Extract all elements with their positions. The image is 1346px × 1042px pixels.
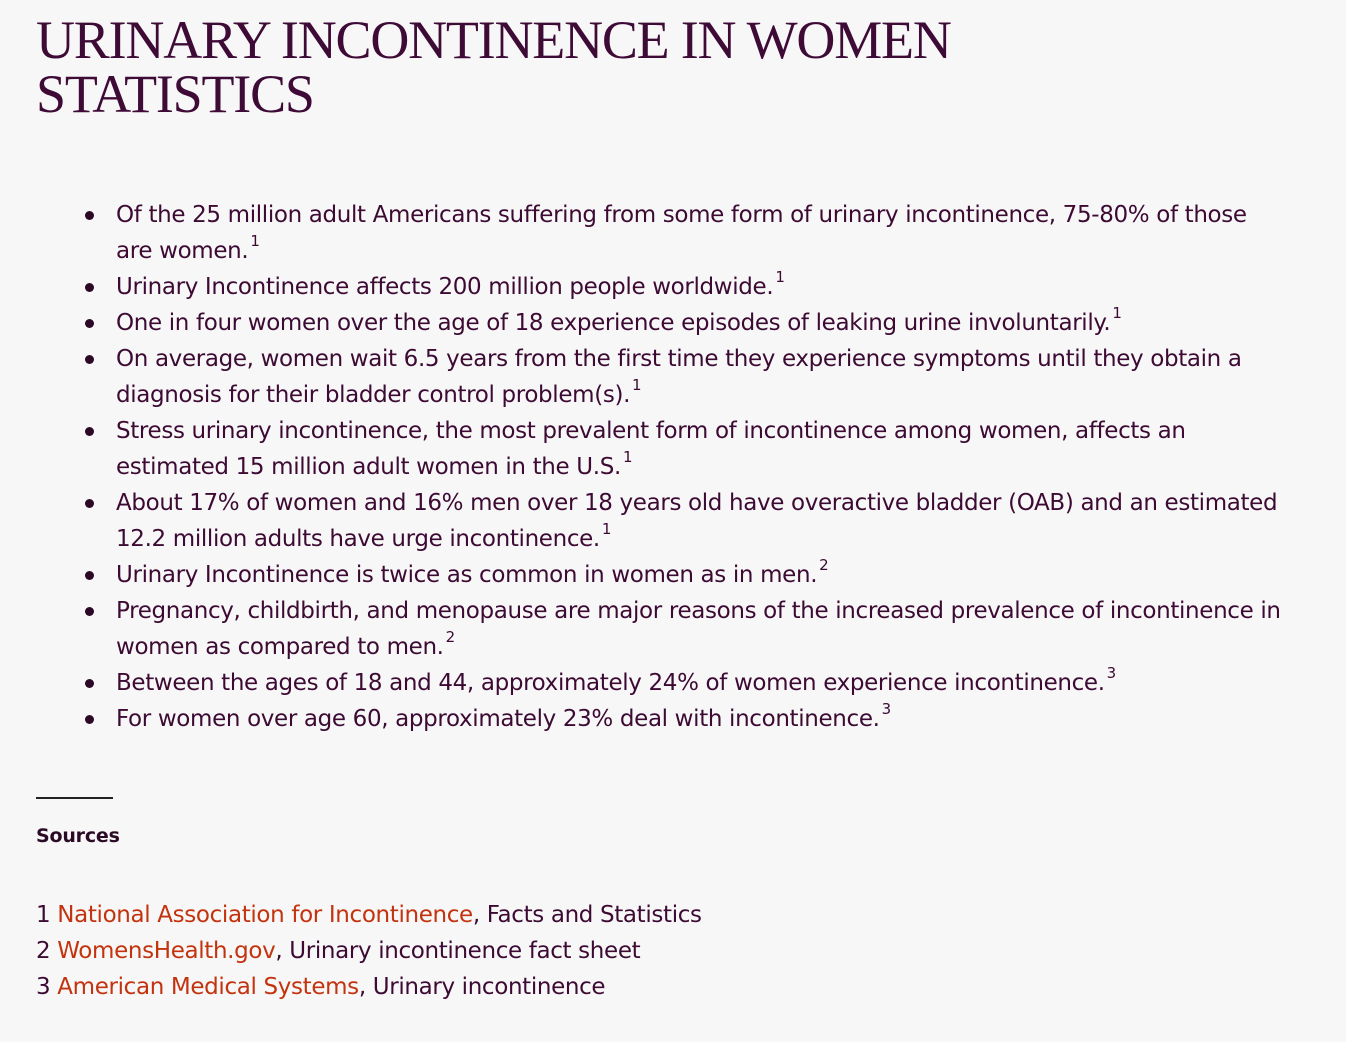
source-number: 3 <box>36 974 51 1000</box>
source-link-ams[interactable]: American Medical Systems <box>57 974 359 1000</box>
source-suffix: , Urinary incontinence fact sheet <box>275 938 641 964</box>
list-item <box>116 701 1286 737</box>
footnote-ref: 2 <box>445 628 455 646</box>
source-number: 1 <box>36 902 51 928</box>
fact-text: Pregnancy, childbirth, and menopause are major reasons of the increased prevalence of incontinence in women as compared to men. <box>116 598 1281 660</box>
bullet-icon <box>85 283 94 292</box>
source-suffix: , Facts and Statistics <box>472 902 702 928</box>
bullet-icon <box>85 211 94 220</box>
fact-text: For women over age 60, approximately 23% deal with incontinence. <box>116 706 880 732</box>
fact-text: Urinary Incontinence affects 200 million people worldwide. <box>116 274 774 300</box>
bullet-icon <box>85 499 94 508</box>
fact-text: On average, women wait 6.5 years from the first time they experience symptoms until they obtain a diagnosis for their bladder control problem(s). <box>116 346 1242 408</box>
source-suffix: , Urinary incontinence <box>358 974 606 1000</box>
source-number: 2 <box>36 938 51 964</box>
bullet-icon <box>85 715 94 724</box>
source-item <box>36 897 702 933</box>
bullet-icon <box>85 571 94 580</box>
footnote-ref: 3 <box>881 700 891 718</box>
facts-list <box>116 197 1286 737</box>
list-item <box>116 305 1286 341</box>
footnote-ref: 1 <box>601 520 612 538</box>
list-item <box>116 341 1286 413</box>
page-title: URINARY INCONTINENCE IN WOMEN STATISTICS <box>36 10 951 124</box>
footnote-ref: 1 <box>250 232 260 250</box>
list-item <box>116 593 1286 665</box>
footnote-ref: 1 <box>622 448 633 466</box>
fact-text: About 17% of women and 16% men over 18 years old have overactive bladder (OAB) and an estimated 12.2 million adults have urge incontinence. <box>116 490 1278 552</box>
list-item <box>116 485 1286 557</box>
list-item <box>116 269 1286 305</box>
divider <box>36 797 113 799</box>
fact-text: One in four women over the age of 18 experience episodes of leaking urine involuntarily. <box>116 310 1111 336</box>
bullet-icon <box>85 679 94 688</box>
list-item <box>116 557 1286 593</box>
list-item <box>116 665 1286 701</box>
fact-text: Urinary Incontinence is twice as common in women as in men. <box>116 562 818 588</box>
fact-text: Between the ages of 18 and 44, approximately 24% of women experience incontinence. <box>116 670 1105 696</box>
source-item <box>36 969 702 1005</box>
footnote-ref: 1 <box>775 268 785 286</box>
source-item <box>36 933 702 969</box>
list-item <box>116 413 1286 485</box>
footnote-ref: 2 <box>819 556 829 574</box>
source-link-nafc[interactable]: National Association for Incontinence <box>57 902 473 928</box>
sources-heading: Sources <box>36 825 120 847</box>
footnote-ref: 1 <box>632 376 642 394</box>
footnote-ref: 3 <box>1106 664 1116 682</box>
bullet-icon <box>85 607 94 616</box>
fact-text: Of the 25 million adult Americans suffering from some form of urinary incontinence, 75-80% of those are women. <box>116 202 1247 264</box>
footnote-ref: 1 <box>1112 304 1122 322</box>
bullet-icon <box>85 427 94 436</box>
bullet-icon <box>85 355 94 364</box>
list-item <box>116 197 1286 269</box>
bullet-icon <box>85 319 94 328</box>
fact-text: Stress urinary incontinence, the most prevalent form of incontinence among women, affects an estimated 15 million adult women in the U.S. <box>116 418 1186 480</box>
sources-list <box>36 897 702 1005</box>
source-link-womenshealth[interactable]: WomensHealth.gov <box>57 938 276 964</box>
